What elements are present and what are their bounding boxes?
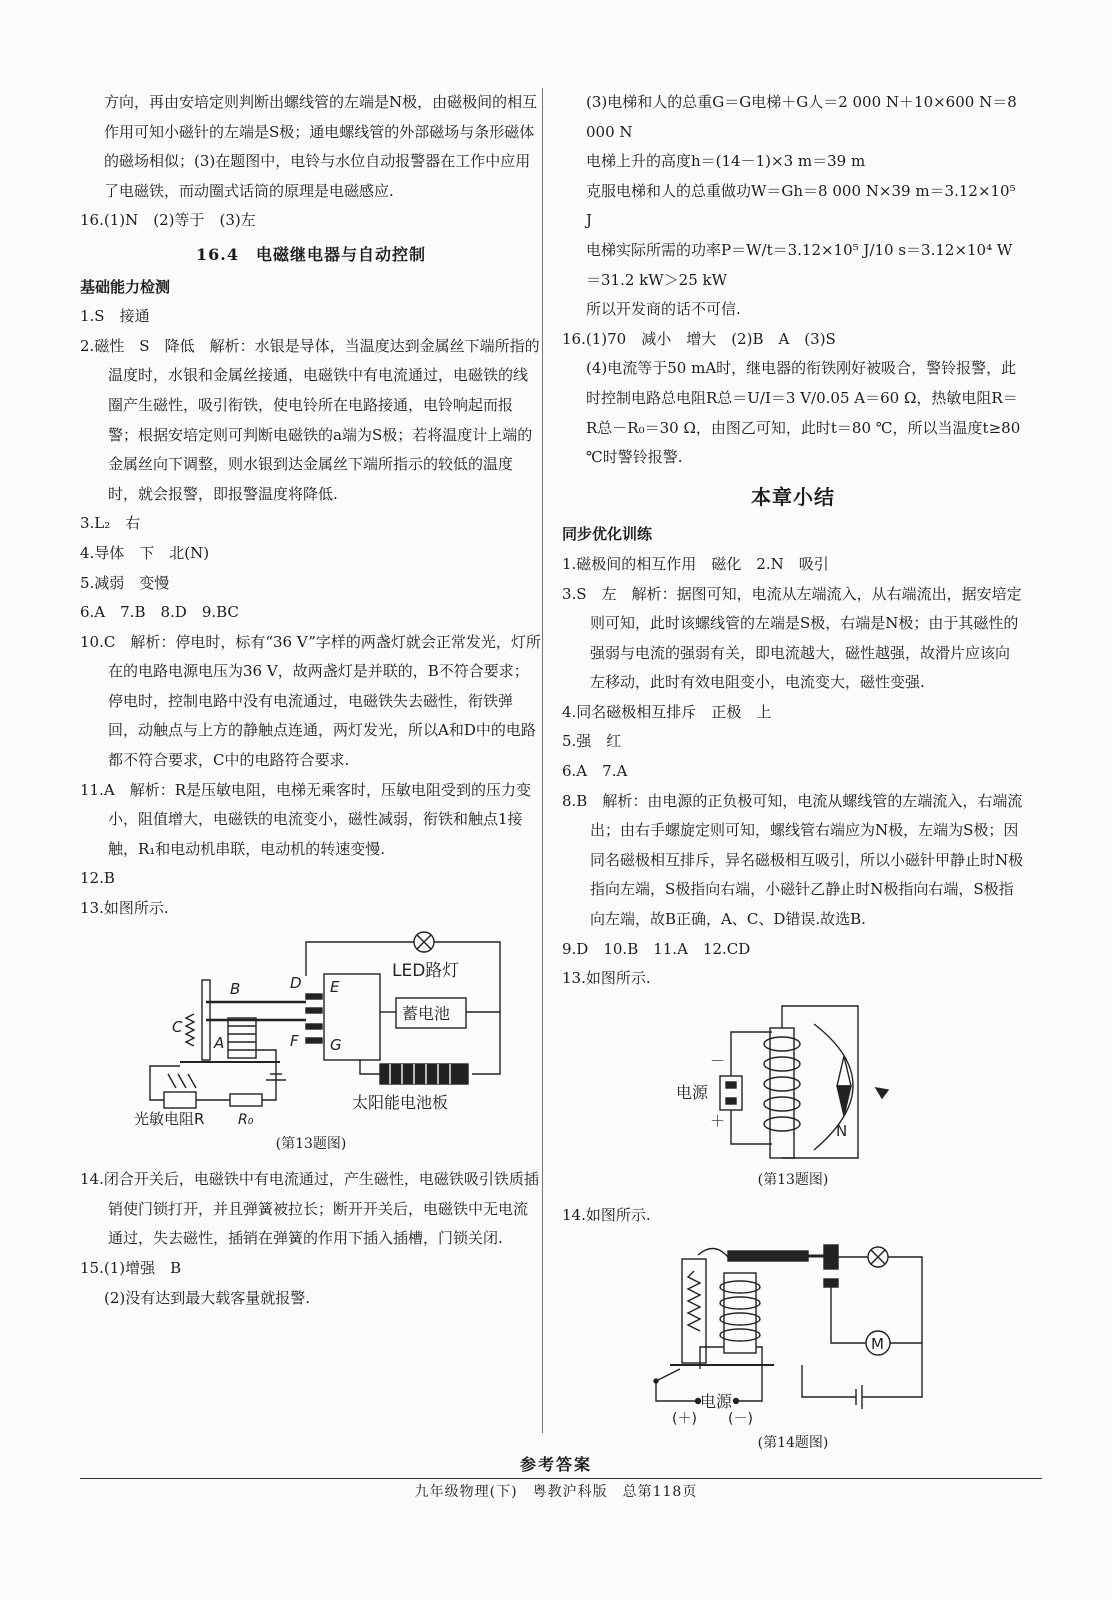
label-motor: M xyxy=(871,1335,884,1353)
column-divider xyxy=(542,88,543,1433)
answer-13: 13.如图所示. xyxy=(80,899,169,918)
contact xyxy=(306,1008,322,1013)
label-plus: (＋) xyxy=(672,1411,697,1427)
label-r0: R₀ xyxy=(238,1111,254,1128)
wire xyxy=(802,1365,856,1397)
answer-9-12: 9.D 10.B 11.A 12.CD xyxy=(562,939,751,958)
label-photoresistor: 光敏电阻R xyxy=(134,1109,205,1128)
label-C: C xyxy=(172,1017,183,1036)
footer-title: 参考答案 xyxy=(519,1455,592,1474)
armature xyxy=(728,1251,808,1261)
answer-2: 2.磁性 S 降低 解析：水银是导体，当温度达到金属丝下端所指的温度时，水银和金属丝接通，电磁铁中有电流通过，电磁铁的线圈产生磁性，吸引衔铁，使电铃所在电路接通，电铃响起而报警；根据安培定则可判断电磁铁的a端为S极；若将温度计上端的金属丝向下调整，则水银到达金属丝下端所指示的较低的温度时，就会报警，即报警温度将降低. xyxy=(80,336,540,503)
label-E: E xyxy=(330,977,340,996)
label-B: B xyxy=(230,979,241,998)
answer-15-2: (2)没有达到最大载客量就报警. xyxy=(104,1288,311,1307)
contact xyxy=(306,1024,322,1029)
answer-12: 12.B xyxy=(80,869,115,888)
contact-block xyxy=(824,1245,838,1269)
answer-16: 16.(1)N (2)等于 (3)左 xyxy=(80,211,256,230)
wire xyxy=(256,1050,276,1100)
answer-continued: 方向，再由安培定则判断出螺线管的左端是N极，由磁极间的相互作用可知小磁针的左端是S极；通电螺线管的外部磁场与条形磁体的磁场相似；(3)在题图中，电铃与水位自动报警器在工作中应用了电磁铁，而动圈式话筒的原理是电磁感应. xyxy=(104,93,538,200)
label-minus: － xyxy=(710,1051,726,1070)
answer-3: 3.S 左 解析：据图可知，电流从左端流入，从右端流出，据安培定则可知，此时该螺线管的左端是S极，右端是N极；由于其磁性的强弱与电流的强弱有关，即电流越大，磁性越强，故滑片应该向左移动，此时有效电阻变小，电流变大，磁性变强. xyxy=(562,584,1022,692)
answer-15-3-weight: (3)电梯和人的总重G＝G电梯＋G人＝2 000 N＋10×600 N＝8 000 N xyxy=(586,93,1017,141)
answer-6-9: 6.A 7.B 8.D 9.BC xyxy=(80,603,239,622)
answer-15-3-work: 克服电梯和人的总重做功W＝Gh＝8 000 N×39 m＝3.12×10⁵ J xyxy=(586,181,1016,230)
wire xyxy=(150,1066,180,1100)
right-column xyxy=(562,88,1024,1465)
figure-13-left-circuit xyxy=(80,924,542,1128)
coil-loop xyxy=(720,1297,760,1309)
photoresistor xyxy=(164,1092,196,1108)
answer-1: 1.S 接通 xyxy=(80,307,150,326)
figure-14-relay-circuit xyxy=(562,1231,1024,1427)
coil-loop xyxy=(720,1313,760,1325)
answer-16-1: 16.(1)70 减小 增大 (2)B A (3)S xyxy=(562,329,836,348)
resistor-r0 xyxy=(230,1094,262,1106)
light-arrow xyxy=(188,1074,196,1088)
answer-10: 10.C 解析：停电时，标有“36 V”字样的两盏灯就会正常发光，灯所在的电路电源电压为36 V，故两盏灯是并联的，B不符合要求；停电时，控制电路中没有电流通过，电磁铁失去磁性，衔铁弹回，动触点与上方的静触点连通，两灯发光，所以A和D中的电路都不符合要求，C中的电路符合要求. xyxy=(80,632,541,770)
chapter-summary-heading: 本章小结 xyxy=(751,484,835,509)
light-arrow xyxy=(168,1074,176,1088)
label-A: A xyxy=(214,1033,225,1052)
answer-6-7: 6.A 7.A xyxy=(562,762,628,781)
solar-panel xyxy=(380,1064,468,1084)
footer-info: 九年级物理(下) 粤教沪科版 总第118页 xyxy=(414,1484,698,1500)
coil-loop xyxy=(720,1329,760,1341)
label-source: 电源 xyxy=(676,1082,709,1102)
spring xyxy=(186,1014,194,1046)
power-source xyxy=(720,1076,742,1110)
answer-14: 14.闭合开关后，电磁铁中有电流通过，产生磁性，电磁铁吸引铁质插销使门锁打开，并且弹簧被拉长；断开开关后，电磁铁中无电流通过，失去磁性，插销在弹簧的作用下插入插槽，门锁关闭. xyxy=(80,1170,539,1248)
label-F: F xyxy=(290,1031,299,1050)
wire xyxy=(831,1287,866,1343)
page-footer xyxy=(0,1452,1112,1501)
answer-11: 11.A 解析：R是压敏电阻，电梯无乘客时，压敏电阻受到的压力变小，阻值增大，电磁铁的电流变小，磁性减弱，衔铁和触点1接触，R₁和电动机串联，电动机的转速变慢. xyxy=(80,780,531,858)
answer-13: 13.如图所示. xyxy=(562,969,651,988)
electromagnet xyxy=(228,1018,256,1058)
section-heading: 16.4 电磁继电器与自动控制 xyxy=(196,244,426,264)
terminal xyxy=(734,1399,739,1404)
label-led: LED路灯 xyxy=(392,960,460,981)
subsection-heading: 同步优化训练 xyxy=(562,525,653,544)
answer-14: 14.如图所示. xyxy=(562,1206,651,1225)
wire xyxy=(862,1257,922,1397)
contact xyxy=(306,1038,322,1043)
answer-15-3-conclusion: 所以开发商的话不可信. xyxy=(586,300,741,319)
label-plus: ＋ xyxy=(710,1111,726,1130)
answer-3: 3.L₂ 右 xyxy=(80,514,141,533)
label-source: 电源 xyxy=(700,1392,733,1411)
label-D: D xyxy=(290,973,302,992)
answer-16-4: (4)电流等于50 mA时，继电器的衔铁刚好被吸合，警铃报警，此时控制电路总电阻R总＝U/I＝3 V/0.05 A＝60 Ω，热敏电阻R＝R总－R₀＝30 Ω，由图乙可知，此时t＝80 ℃，所以当温度t≥80 ℃时警铃报警. xyxy=(586,359,1021,467)
figure-13-right-caption: (第13题图) xyxy=(757,1171,829,1188)
contact xyxy=(306,994,322,999)
answer-4: 4.导体 下 北(N) xyxy=(80,543,210,562)
figure-14-caption: (第14题图) xyxy=(757,1435,829,1451)
left-column xyxy=(80,88,542,1313)
coil-loop xyxy=(720,1281,760,1293)
solenoid-core xyxy=(770,1028,794,1158)
wire xyxy=(738,1381,762,1401)
terminal xyxy=(726,1098,736,1104)
spring xyxy=(688,1271,700,1331)
light-arrow xyxy=(178,1074,186,1088)
label-n: N xyxy=(836,1121,848,1140)
compass-needle-south xyxy=(837,1086,851,1116)
subsection-heading: 基础能力检测 xyxy=(80,277,171,296)
contact-lower xyxy=(824,1279,838,1287)
figure-13-right-solenoid xyxy=(562,994,1024,1164)
label-minus: (－) xyxy=(728,1411,753,1427)
answer-5: 5.减弱 变慢 xyxy=(80,573,170,592)
answer-1-2: 1.磁极间的相互作用 磁化 2.N 吸引 xyxy=(562,554,829,573)
label-solar: 太阳能电池板 xyxy=(352,1092,449,1112)
terminal xyxy=(726,1082,736,1088)
switch xyxy=(656,1369,680,1381)
wire xyxy=(466,1012,500,1074)
wire xyxy=(656,1381,696,1401)
arrow-icon xyxy=(876,1088,888,1098)
answer-15-3-height: 电梯上升的高度h＝(14－1)×3 m＝39 m xyxy=(586,152,866,171)
compass-needle-north xyxy=(837,1056,851,1086)
footer-rule xyxy=(80,1478,1042,1479)
pivot xyxy=(698,1248,728,1257)
wire xyxy=(731,1032,772,1076)
label-battery: 蓄电池 xyxy=(402,1003,451,1023)
answer-15-1: 15.(1)增强 B xyxy=(80,1259,182,1277)
answer-4: 4.同名磁极相互排斥 正极 上 xyxy=(562,702,772,721)
answer-15-3-power: 电梯实际所需的功率P＝W/t＝3.12×10⁵ J/10 s＝3.12×10⁴ W＝31.2 kW＞25 kW xyxy=(586,240,1013,289)
answer-8: 8.B 解析：由电源的正负极可知，电流从螺线管的左端流入，右端流出；由右手螺旋定则可知，螺线管右端应为N极，左端为S极；因同名磁极相互排斥，异名磁极相互吸引，所以小磁针甲静止时N极指向左端，S极指向右端，小磁针乙静止时N极指向右端，S极指向左端，故B正确，A、C、D错误.故选B. xyxy=(562,791,1024,929)
answer-5: 5.强 红 xyxy=(562,732,622,751)
wire xyxy=(360,1060,380,1074)
figure-13-caption: (第13题图) xyxy=(275,1135,347,1152)
label-G: G xyxy=(330,1035,342,1054)
